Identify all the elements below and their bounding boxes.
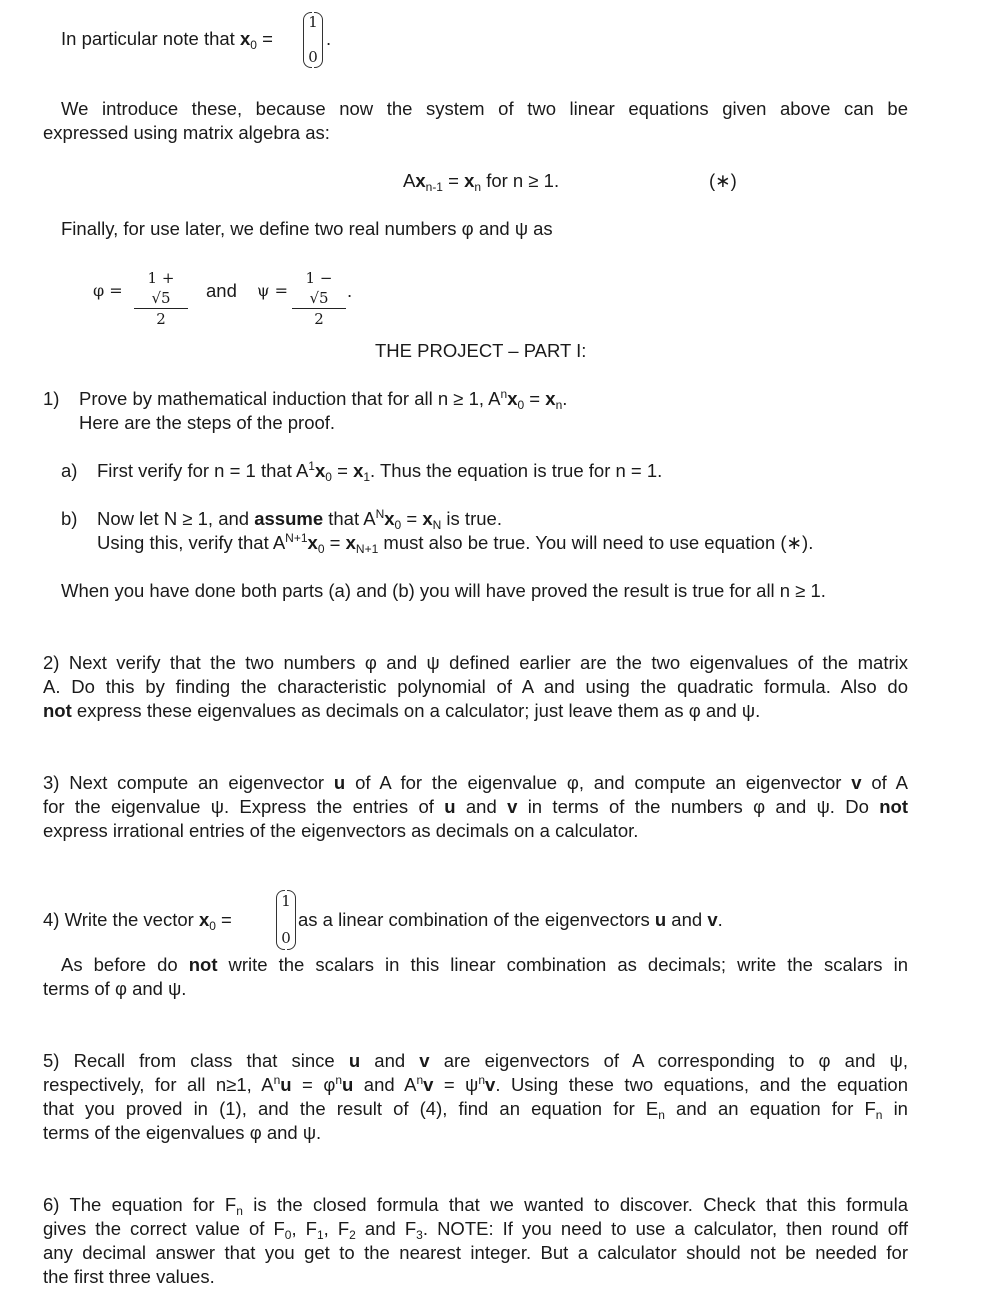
q6-line: gives the correct value of $F_0$, $F_1$, $F_2$ and $F_3$. NOTE: If you need to use a calculator, then round off [43, 1218, 908, 1242]
x0-column-vector [303, 12, 323, 68]
phi-label: φ = [93, 281, 123, 300]
q1b-prefix: Now let N ≥ 1, and [97, 508, 255, 529]
psi-period: . [347, 280, 353, 301]
q1b-assume: assume [254, 508, 324, 529]
phi-denominator: 2 [156, 310, 166, 328]
q6-text: 6) The equation for F [43, 1194, 237, 1215]
q1b-label: b) [61, 508, 78, 529]
q3-paragraph [43, 771, 908, 843]
q6-text: gives the correct value of F [43, 1218, 285, 1239]
q6-line: any decimal answer that you get to the nearest integer. But a calculator should not be needed for [43, 1242, 908, 1263]
q5-v: v [423, 1074, 434, 1095]
q3-text: 3) Next compute an eigenvector [43, 772, 334, 793]
q1-line1: Prove by mathematical induction that for all n ≥ 1, $A^nx_0 = x_n$. [79, 387, 568, 412]
q6-text: . NOTE: If you need to use a calculator, then round off [422, 1218, 908, 1239]
q1b-line2-prefix: Using this, verify that [97, 532, 273, 553]
q6-line: the first three values. [43, 1266, 215, 1287]
q6-text: , F [291, 1218, 317, 1239]
q6-text: , F [323, 1218, 350, 1239]
q5-line: respectively, for all n≥1, $A^nu = \varphi^nu$ and $A^nv = \psi^nv$. Using these two equations, and the equation [43, 1073, 909, 1095]
q4-line: terms of φ and ψ. [43, 978, 187, 999]
psi-symbol: ψ [257, 281, 270, 300]
q1-text: Prove by mathematical induction that for all n ≥ 1, [79, 388, 489, 409]
q5-text: and A [353, 1074, 417, 1095]
q4-suffix [298, 908, 723, 932]
q5-text: 5) Recall from class that since [43, 1050, 349, 1071]
q1a-tail: . Thus the equation is true for n = 1. [370, 460, 663, 481]
q5-paragraph [43, 1049, 908, 1145]
intro-line: We introduce these, because now the system of two linear equations given above can be [61, 98, 908, 119]
q3-text: of A for the eigenvalue φ, and compute an eigenvector [345, 772, 852, 793]
q4-text: write the scalars in this linear combination as decimals; write the scalars in [217, 954, 908, 975]
q5-text: . Using these two equations, and the equation [495, 1074, 909, 1095]
intro-paragraph [43, 97, 908, 145]
q1-number: 1) [43, 388, 60, 409]
q5-line: terms of the eigenvalues φ and ψ. [43, 1122, 322, 1143]
q5-text: that you proved in (1), and the result of (4), find an equation for E [43, 1098, 659, 1119]
x0-note: In particular note that $x_0$ = [61, 28, 273, 52]
q1b-tail: is true. [441, 508, 502, 529]
q4-line [43, 953, 908, 977]
q4-entry-bottom: 0 [281, 929, 291, 947]
q5-text: = φ [291, 1074, 336, 1095]
q5-v: v [419, 1050, 430, 1071]
q3-u: u [444, 796, 456, 817]
q4-v: v [707, 909, 718, 930]
q5-text: and [360, 1050, 420, 1071]
q4-prefix: 4) Write the vector $x_0$ = [43, 909, 232, 933]
matrix-equation: $Ax_{n-1} = x_n$ for n ≥ 1. [403, 170, 560, 194]
q4-paragraph [43, 953, 908, 1001]
q1a-label: a) [61, 460, 78, 481]
q5-text: = ψ [433, 1074, 479, 1095]
q5-u: u [280, 1074, 292, 1095]
q3-line [43, 771, 908, 795]
q1b-line2: Using this, verify that $A^{N+1}x_0 = x_{N+1}$ must also be true. You will need to use equation (∗). [97, 531, 814, 556]
q4-entry-top: 1 [281, 892, 291, 910]
q3-text: in terms of the numbers φ and ψ. Do [517, 796, 880, 817]
and-word: and [206, 280, 237, 301]
q4-text: As before do [61, 954, 189, 975]
q3-u: u [333, 772, 346, 793]
q2-line3-rest: express these eigenvalues as decimals on a calculator; just leave them as φ and ψ. [71, 700, 761, 721]
q3-line: express irrational entries of the eigenvectors as decimals on a calculator. [43, 820, 639, 841]
q4-text: 4) Write the vector [43, 909, 199, 930]
q5-line [43, 1049, 908, 1073]
q5-v: v [485, 1074, 496, 1095]
q5-text: and an equation for F [664, 1098, 876, 1119]
q3-text: for the eigenvalue ψ. Express the entries of [43, 796, 445, 817]
q5-text: in [882, 1098, 908, 1119]
q4-x0-column-vector [276, 890, 296, 950]
q3-text: of A [861, 772, 908, 793]
q2-line: 2) Next verify that the two numbers φ and ψ defined earlier are the two eigenvalues of the matrix [43, 652, 908, 673]
psi-fraction [292, 268, 346, 329]
q6-paragraph [43, 1193, 908, 1289]
psi-denominator: 2 [314, 310, 324, 328]
q3-not: not [879, 796, 909, 817]
q3-line [43, 795, 908, 819]
phi-symbol: φ [93, 281, 105, 300]
q5-line: that you proved in (1), and the result of (4), find an equation for $E_n$ and an equation for $F_n$ in [43, 1098, 908, 1122]
x0-entry-bottom: 0 [308, 48, 318, 66]
q3-v: v [507, 796, 518, 817]
define-phi-psi: Finally, for use later, we define two real numbers φ and ψ as [61, 218, 553, 239]
q2-line [43, 699, 908, 723]
q1b-line1: Now let N ≥ 1, and assume that $A^Nx_0 = x_N$ is true. [97, 507, 502, 532]
q1a-text: First verify for n = 1 that $A^1x_0 = x_1$. Thus the equation is true for n = 1. [97, 459, 663, 484]
equation-text: for n ≥ 1. [481, 170, 560, 191]
q4-u: u [654, 909, 667, 930]
q1-conclusion: When you have done both parts (a) and (b) you will have proved the result is true for all n ≥ 1. [61, 580, 826, 601]
q4-text: and [666, 909, 708, 930]
project-heading: THE PROJECT – PART I: [375, 340, 587, 361]
q3-text: and [455, 796, 508, 817]
x0-entry-top: 1 [308, 13, 318, 31]
q6-text: and F [355, 1218, 417, 1239]
intro-line: expressed using matrix algebra as: [43, 122, 330, 143]
q5-u: u [342, 1074, 354, 1095]
x0-period: . [326, 28, 332, 49]
q1a-prefix: First verify for n = 1 that [97, 460, 296, 481]
q2-line: A. Do this by finding the characteristic polynomial of A and using the quadratic formula. Also do [43, 676, 908, 697]
q6-line: 6) The equation for $F_n$ is the closed formula that we wanted to discover. Check that this formula [43, 1194, 908, 1218]
q5-text: are eigenvectors of A corresponding to φ and ψ, [429, 1050, 908, 1071]
q4-not: not [188, 954, 218, 975]
phi-numerator: 1 + √5 [147, 269, 175, 307]
q4-text: . [717, 909, 723, 930]
q1b-mid: that [323, 508, 364, 529]
psi-label: ψ = [257, 281, 289, 300]
q1b-line2-tail: must also be true. You will need to use equation (∗). [378, 532, 814, 553]
q3-v: v [851, 772, 862, 793]
q2-paragraph [43, 651, 908, 723]
x0-note-text: In particular note that [61, 28, 240, 49]
psi-numerator: 1 − √5 [305, 269, 333, 307]
equation-tag: (∗) [709, 170, 737, 191]
q4-text: as a linear combination of the eigenvectors [298, 909, 655, 930]
q2-not: not [43, 700, 72, 721]
phi-fraction [134, 268, 188, 329]
q5-u: u [348, 1050, 361, 1071]
q5-text: respectively, for all n≥1, A [43, 1074, 274, 1095]
q1-line2: Here are the steps of the proof. [79, 412, 336, 433]
q6-text: is the closed formula that we wanted to discover. Check that this formula [242, 1194, 908, 1215]
